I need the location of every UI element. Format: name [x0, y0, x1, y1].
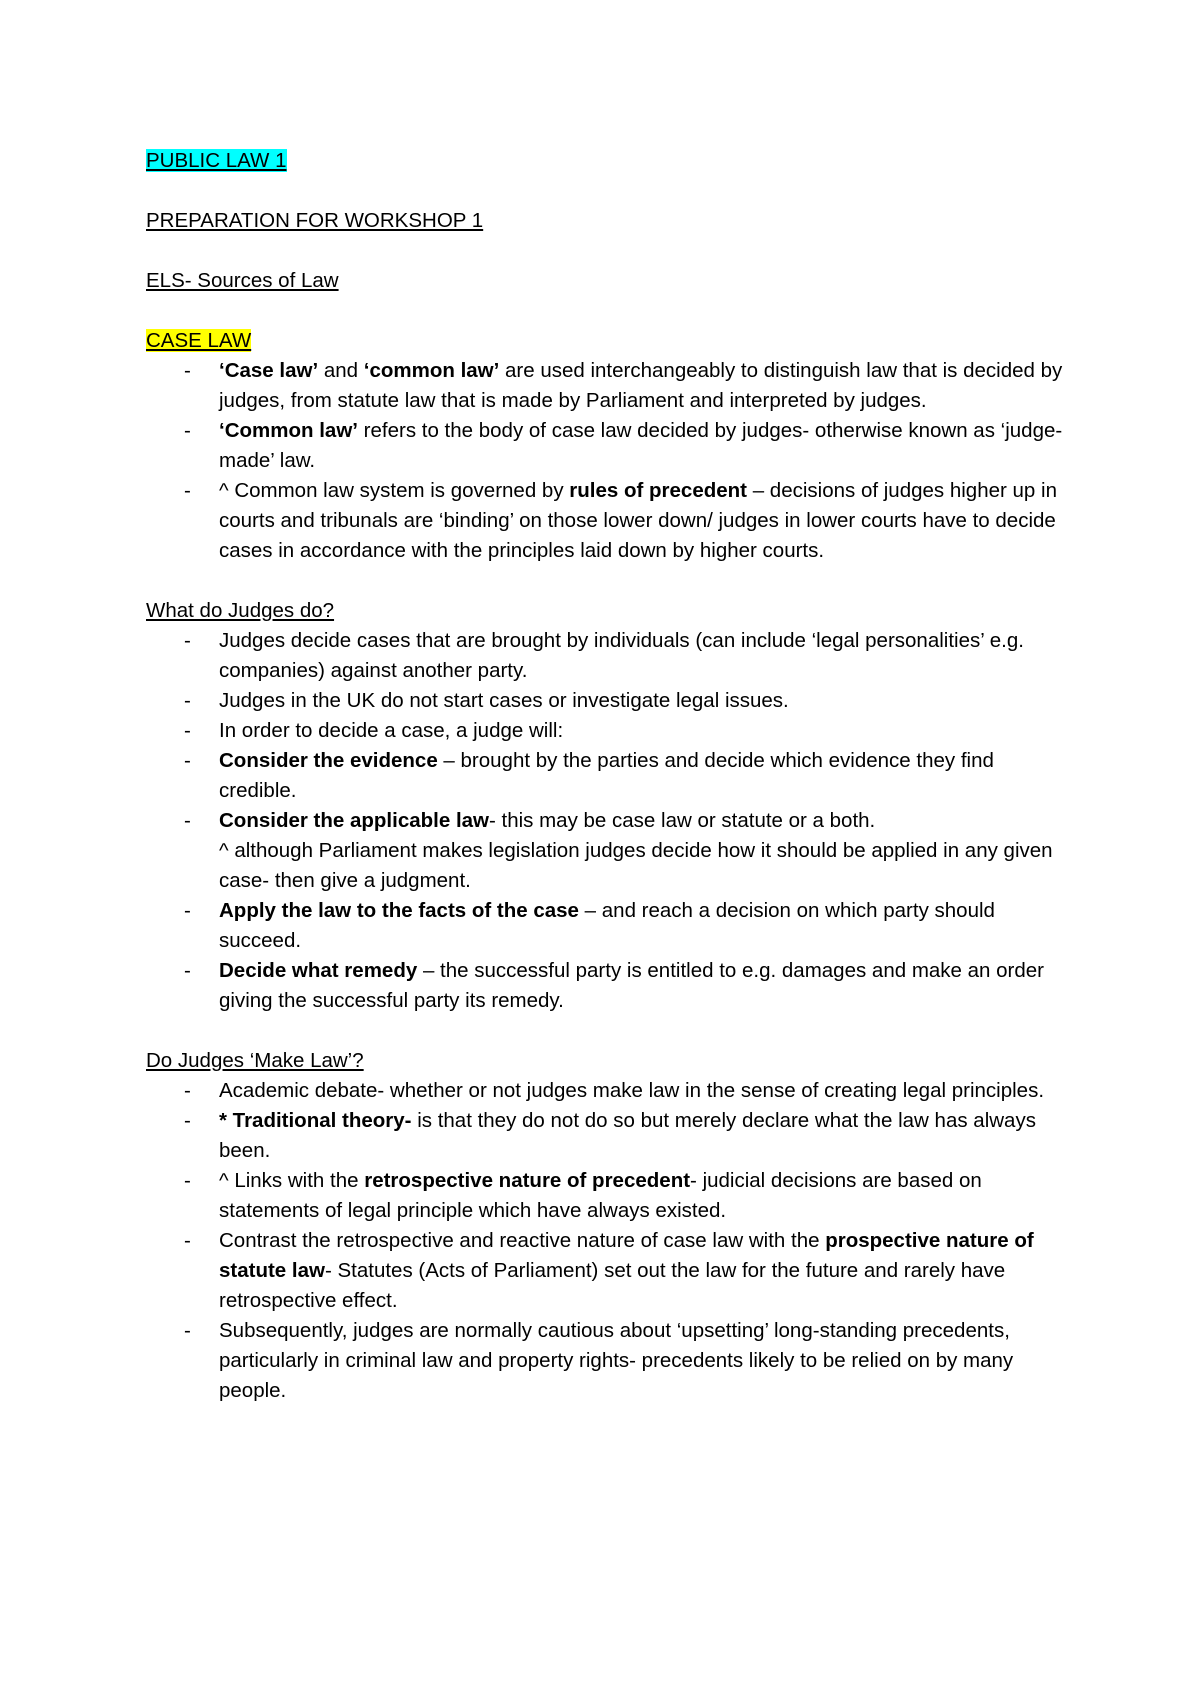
bold-term: ‘Case law’ — [219, 359, 319, 382]
list-text: Judges in the UK do not start cases or investigate legal issues. — [219, 689, 789, 712]
list-text: - this may be case law or statute or a both. — [488, 809, 876, 832]
bold-term: Apply the law to the facts of the case — [219, 899, 579, 922]
spacer — [146, 566, 1066, 596]
bold-term: retrospective nature of precedent — [364, 1169, 691, 1192]
list-item — [146, 686, 1066, 716]
list-text: In order to decide a case, a judge will: — [219, 719, 564, 742]
bullet-dash: - — [184, 1109, 191, 1132]
bold-term: prospective nature of statute law — [219, 1229, 1034, 1282]
make-law-heading-text: Do Judges ‘Make Law’? — [146, 1049, 364, 1072]
list-text: – brought by the parties and decide which evidence they find credible. — [219, 749, 994, 802]
bullet-dash: - — [184, 749, 191, 772]
bullet-dash: - — [184, 1319, 191, 1342]
subtitle-text: PREPARATION FOR WORKSHOP 1 — [146, 209, 484, 232]
document-subtitle — [146, 206, 1066, 236]
bold-term: Consider the evidence — [219, 749, 438, 772]
list-item — [146, 1106, 1066, 1166]
bullet-dash: - — [184, 1169, 191, 1192]
list-text: ^ Links with the — [219, 1169, 365, 1192]
list-item — [146, 896, 1066, 956]
list-text: and — [318, 359, 364, 382]
section-heading-case-law — [146, 326, 1066, 356]
bold-term: ‘Common law’ — [219, 419, 358, 442]
case-law-heading-text: CASE LAW — [146, 329, 252, 352]
bold-term: * Traditional theory- — [219, 1109, 412, 1132]
list-text: – decisions of judges higher up in courts and tribunals are ‘binding’ on those lower down/ judges in lower courts have to decide cases in accordance with the principles laid down by higher courts. — [219, 479, 1057, 562]
list-text: – and reach a decision on which party should succeed. — [219, 899, 995, 952]
title-text: PUBLIC LAW 1 — [146, 149, 287, 172]
list-item — [146, 476, 1066, 566]
bullet-dash: - — [184, 689, 191, 712]
bullet-dash: - — [184, 1079, 191, 1102]
bullet-dash: - — [184, 959, 191, 982]
section-heading-judges-do — [146, 596, 1066, 626]
spacer — [146, 296, 1066, 326]
document-title — [146, 146, 1066, 176]
spacer — [146, 176, 1066, 206]
list-text: – the successful party is entitled to e.g. damages and make an order giving the successful party its remedy. — [219, 959, 1044, 1012]
list-item — [146, 416, 1066, 476]
bold-term: Consider the applicable law — [219, 809, 489, 832]
list-item — [146, 1166, 1066, 1226]
bullet-dash: - — [184, 479, 191, 502]
list-text: Subsequently, judges are normally cautious about ‘upsetting’ long-standing precedents, particularly in criminal law and property rights- precedents likely to be relied on by many people. — [219, 1319, 1014, 1402]
bold-term: Decide what remedy — [219, 959, 418, 982]
list-text: - Statutes (Acts of Parliament) set out the law for the future and rarely have retrospective effect. — [219, 1259, 1006, 1312]
list-item — [146, 1076, 1066, 1106]
list-text: Academic debate- whether or not judges make law in the sense of creating legal principles. — [219, 1079, 1045, 1102]
list-text: Contrast the retrospective and reactive nature of case law with the — [219, 1229, 826, 1252]
source-text: ELS- Sources of Law — [146, 269, 339, 292]
section-heading-make-law — [146, 1046, 1066, 1076]
list-item — [146, 716, 1066, 746]
list-item — [146, 356, 1066, 416]
list-item — [146, 626, 1066, 686]
bullet-dash: - — [184, 899, 191, 922]
list-item — [146, 1316, 1066, 1406]
list-item — [146, 746, 1066, 806]
list-text: Judges decide cases that are brought by individuals (can include ‘legal personalities’ e.g. companies) against another party. — [219, 629, 1024, 682]
judges-do-list — [146, 626, 1066, 1016]
list-item — [146, 806, 1066, 896]
list-item — [146, 956, 1066, 1016]
bullet-dash: - — [184, 359, 191, 382]
bold-term: ‘common law’ — [363, 359, 500, 382]
list-text: - judicial decisions are based on statements of legal principle which have always existed. — [219, 1169, 982, 1222]
list-text: refers to the body of case law decided by judges- otherwise known as ‘judge-made’ law. — [219, 419, 1063, 472]
list-text: ^ although Parliament makes legislation judges decide how it should be applied in any given case- then give a judgment. — [219, 839, 1053, 892]
bullet-dash: - — [184, 719, 191, 742]
list-text: is that they do not do so but merely declare what the law has always been. — [219, 1109, 1036, 1162]
list-item — [146, 1226, 1066, 1316]
spacer — [146, 1016, 1066, 1046]
bullet-dash: - — [184, 629, 191, 652]
bold-term: rules of precedent — [569, 479, 747, 502]
make-law-list — [146, 1076, 1066, 1406]
bullet-dash: - — [184, 809, 191, 832]
list-text: ^ Common law system is governed by — [219, 479, 570, 502]
judges-do-heading-text: What do Judges do? — [146, 599, 335, 622]
source-heading — [146, 266, 1066, 296]
document-body — [146, 146, 1066, 1406]
bullet-dash: - — [184, 419, 191, 442]
list-text: are used interchangeably to distinguish law that is decided by judges, from statute law that is made by Parliament and interpreted by judges. — [219, 359, 1063, 412]
bullet-dash: - — [184, 1229, 191, 1252]
case-law-list — [146, 356, 1066, 566]
spacer — [146, 236, 1066, 266]
